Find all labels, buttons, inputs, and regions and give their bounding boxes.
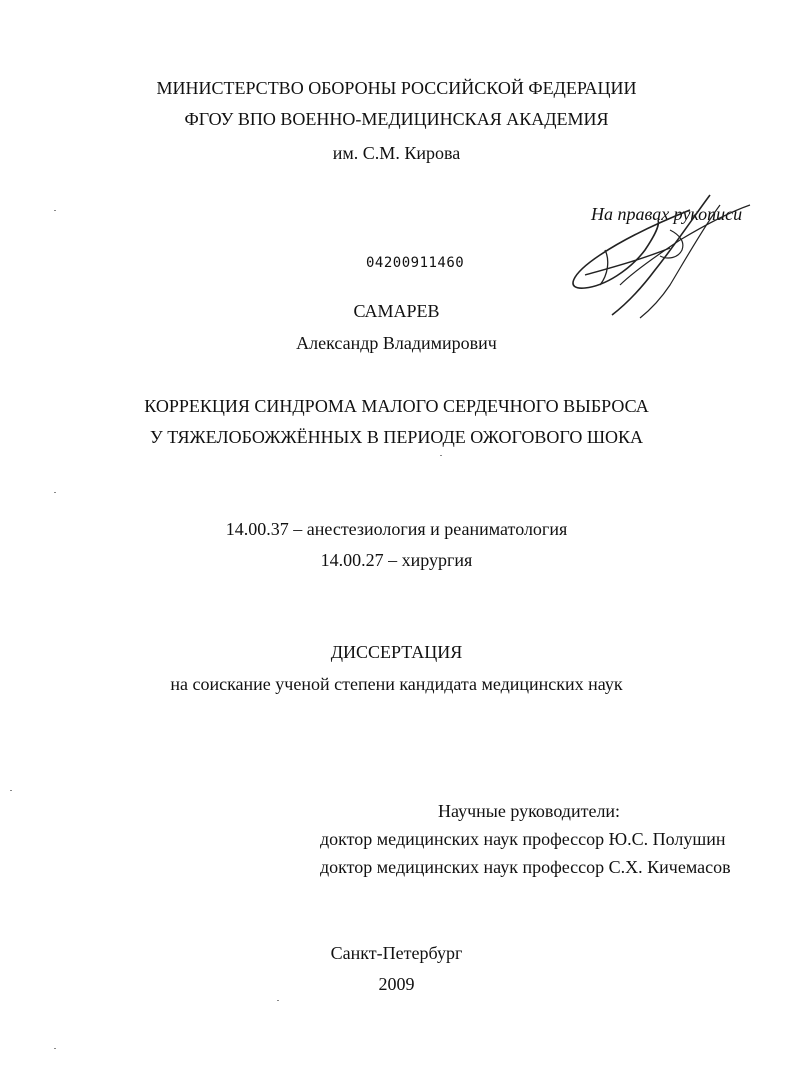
title-line-2: У ТЯЖЕЛОБОЖЖЁННЫХ В ПЕРИОДЕ ОЖОГОВОГО ШОКА [149,427,644,447]
title-line-1: КОРРЕКЦИЯ СИНДРОМА МАЛОГО СЕРДЕЧНОГО ВЫБРОСА [144,396,649,416]
manuscript-note: На правах рукописи [591,204,743,224]
author-given-names: Александр Владимирович [296,333,497,353]
academy-name: ФГОУ ВПО ВОЕННО-МЕДИЦИНСКАЯ АКАДЕМИЯ [184,109,609,129]
scan-speck [54,492,56,493]
scan-speck [277,1000,279,1001]
scan-speck [10,790,12,791]
scan-speck [54,210,56,211]
supervisor-1: доктор медицинских наук профессор Ю.С. Полушин [320,829,726,849]
author-surname: САМАРЕВ [353,301,440,321]
supervisors-heading: Научные руководители: [438,801,621,821]
registration-number: 04200911460 [366,255,465,271]
city: Санкт-Петербург [330,943,463,963]
degree-purpose: на соискание ученой степени кандидата медицинских наук [170,674,623,694]
specialty-1: 14.00.37 – анестезиология и реаниматология [225,519,568,539]
year: 2009 [378,974,415,994]
academy-named-after: им. С.М. Кирова [332,143,461,163]
supervisor-2: доктор медицинских наук профессор С.Х. Кичемасов [320,857,731,877]
scan-speck [54,1048,56,1049]
specialty-2: 14.00.27 – хирургия [320,550,473,570]
ministry-name: МИНИСТЕРСТВО ОБОРОНЫ РОССИЙСКОЙ ФЕДЕРАЦИИ [156,78,637,98]
scan-speck [440,455,442,456]
document-type: ДИССЕРТАЦИЯ [330,642,463,662]
